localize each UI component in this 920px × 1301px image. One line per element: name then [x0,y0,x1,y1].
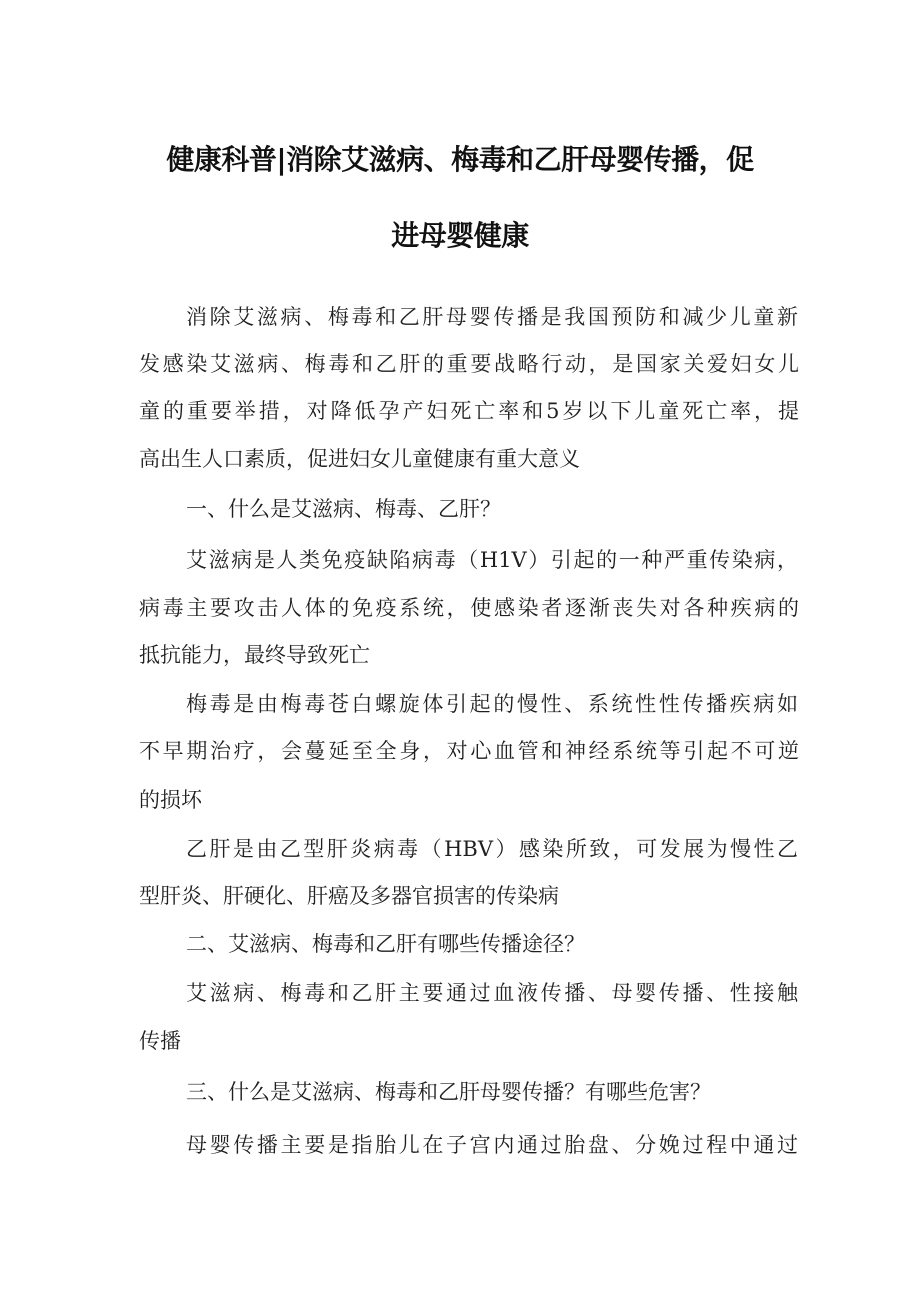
section3-line-1: 母婴传播主要是指胎儿在子宫内通过胎盘、分娩过程中通过 [186,1133,798,1157]
syphilis-line-2: 不早期治疗，会蔓延至全身，对心血管和神经系统等引起不可逆 [139,739,799,763]
section3-heading: 三、什么是艾滋病、梅毒和乙肝母婴传播？有哪些危害？ [186,1080,711,1104]
section2-heading: 二、艾滋病、梅毒和乙肝有哪些传播途径？ [186,932,585,956]
document-title-line-1: 健康科普|消除艾滋病、梅毒和乙肝母婴传播，促 [166,143,754,176]
intro-line-4: 高出生人口素质，促进妇女儿童健康有重大意义 [139,447,580,471]
syphilis-line-3: 的损坏 [139,788,202,812]
document-title-line-2: 进母婴健康 [391,219,529,252]
aids-line-2: 病毒主要攻击人体的免疫系统，使感染者逐渐丧失对各种疾病的 [139,596,799,620]
intro-line-3: 童的重要举措，对降低孕产妇死亡率和5岁以下儿童死亡率，提 [139,399,799,423]
intro-line-2: 发感染艾滋病、梅毒和乙肝的重要战略行动，是国家关爱妇女儿 [139,352,799,376]
aids-line-1: 艾滋病是人类免疫缺陷病毒（H1V）引起的一种严重传染病， [186,548,798,572]
hepatitis-line-2: 型肝炎、肝硬化、肝癌及多器官损害的传染病 [139,884,559,908]
section2-line-2: 传播 [139,1029,181,1053]
aids-line-3: 抵抗能力，最终导致死亡 [139,643,370,667]
syphilis-line-1: 梅毒是由梅毒苍白螺旋体引起的慢性、系统性性传播疾病如 [186,692,798,716]
hepatitis-line-1: 乙肝是由乙型肝炎病毒（HBV）感染所致，可发展为慢性乙 [186,837,798,861]
section1-heading: 一、什么是艾滋病、梅毒、乙肝？ [186,497,501,521]
section2-line-1: 艾滋病、梅毒和乙肝主要通过血液传播、母婴传播、性接触 [186,981,798,1005]
intro-line-1: 消除艾滋病、梅毒和乙肝母婴传播是我国预防和减少儿童新 [186,305,798,329]
